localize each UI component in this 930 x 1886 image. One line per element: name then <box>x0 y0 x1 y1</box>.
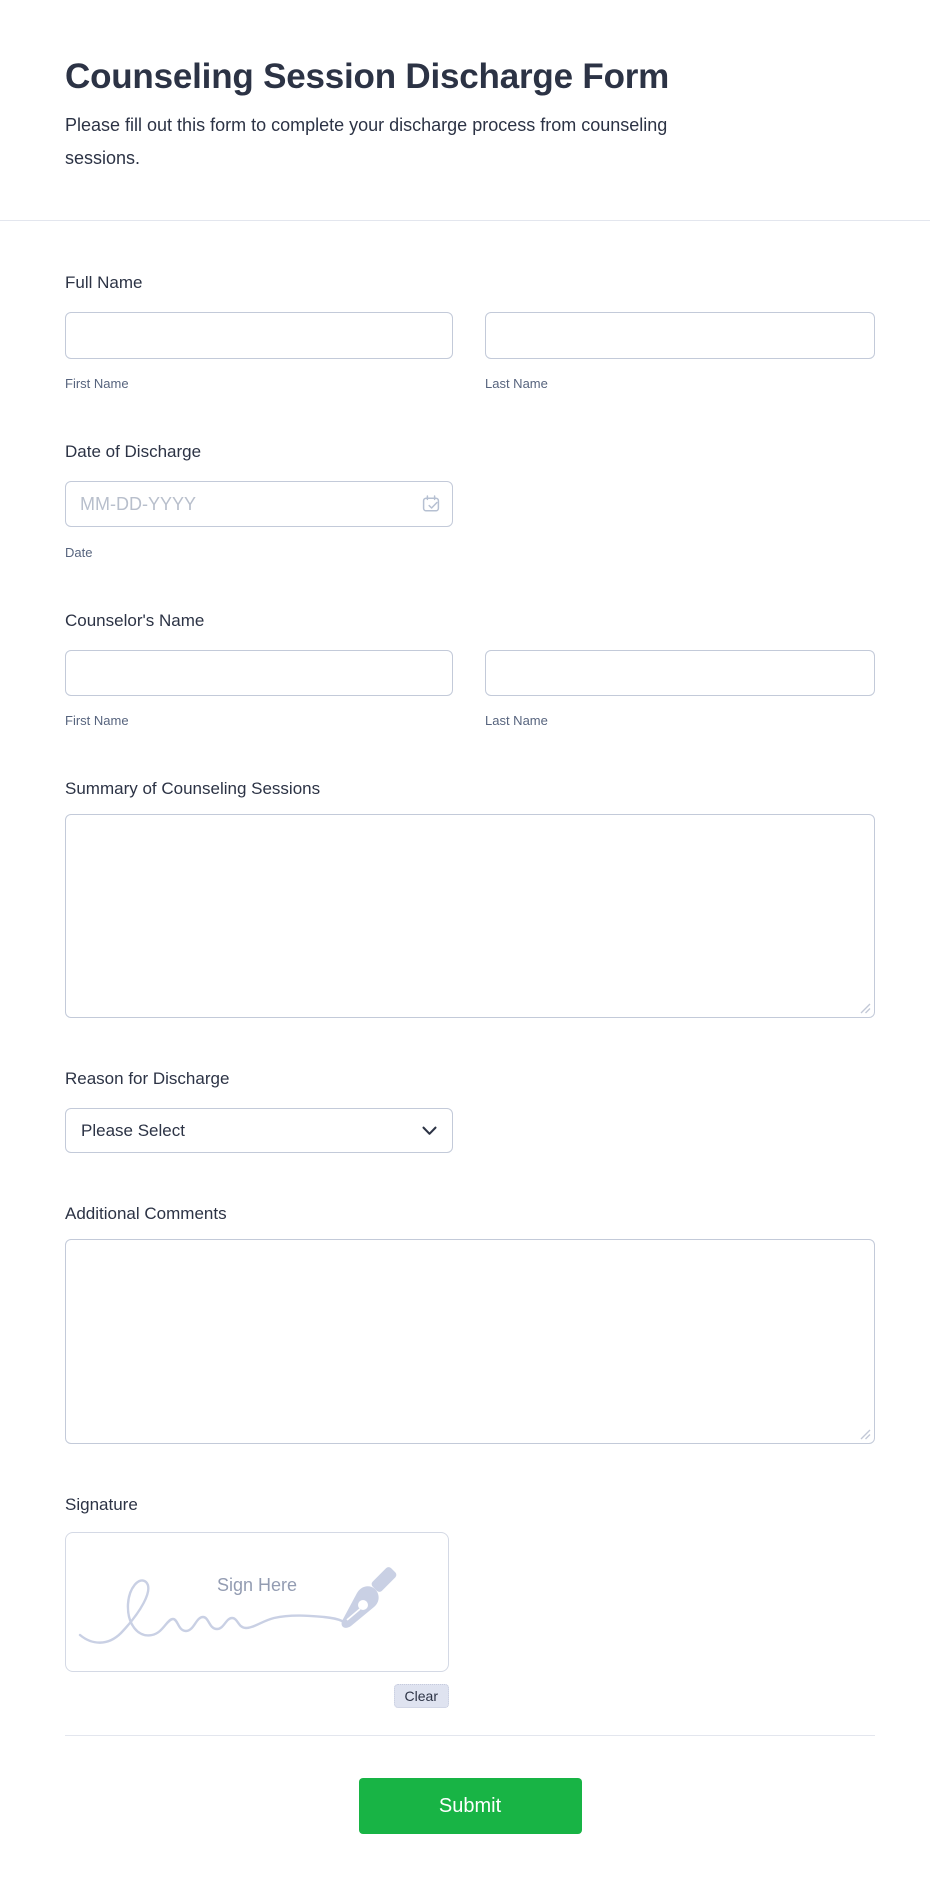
form-body <box>0 273 930 1886</box>
full-name-label: Full Name <box>65 273 143 292</box>
counselor-name-label: Counselor's Name <box>65 611 205 630</box>
form-header <box>0 0 930 221</box>
full-name-first-column <box>65 312 453 391</box>
counselor-name-columns <box>65 650 875 728</box>
field-counselor-name <box>65 611 875 728</box>
summary-label: Summary of Counseling Sessions <box>65 779 321 798</box>
reason-label: Reason for Discharge <box>65 1069 230 1088</box>
chevron-down-icon <box>422 1126 437 1136</box>
sign-here-hint: Sign Here <box>216 1575 298 1595</box>
signature-squiggle-and-pen-icon <box>66 1533 449 1672</box>
counselor-first-column <box>65 650 453 728</box>
full-name-last-column <box>485 312 875 391</box>
summary-textarea[interactable] <box>65 814 875 1018</box>
signature-clear-row <box>65 1684 449 1708</box>
full-name-first-input[interactable] <box>65 312 453 359</box>
full-name-columns <box>65 312 875 391</box>
field-summary <box>65 779 875 1018</box>
signature-label: Signature <box>65 1495 138 1514</box>
counselor-first-sublabel: First Name <box>65 713 129 728</box>
signature-pad[interactable] <box>65 1532 449 1672</box>
submit-button[interactable]: Submit <box>359 1778 582 1834</box>
calendar-icon[interactable] <box>422 495 440 513</box>
counselor-last-column <box>485 650 875 728</box>
counselor-last-sublabel: Last Name <box>485 713 548 728</box>
full-name-last-input[interactable] <box>485 312 875 359</box>
date-input[interactable] <box>65 481 453 527</box>
additional-comments-label: Additional Comments <box>65 1204 227 1223</box>
date-of-discharge-label: Date of Discharge <box>65 442 202 461</box>
reason-select[interactable] <box>65 1108 453 1153</box>
summary-textarea-wrap <box>65 814 875 1018</box>
field-reason <box>65 1069 875 1153</box>
field-additional-comments <box>65 1204 875 1444</box>
form-subtitle: Please fill out this form to complete your discharge process from counseling sessions. <box>65 115 668 168</box>
comments-textarea[interactable] <box>65 1239 875 1444</box>
field-date-of-discharge <box>65 442 875 560</box>
field-full-name <box>65 273 875 391</box>
signature-clear-button[interactable]: Clear <box>394 1684 449 1708</box>
reason-selected-value: Please Select <box>81 1120 185 1140</box>
full-name-last-sublabel: Last Name <box>485 376 548 391</box>
submit-row <box>65 1736 875 1886</box>
field-signature <box>65 1495 875 1708</box>
date-input-wrap <box>65 481 453 527</box>
full-name-first-sublabel: First Name <box>65 376 129 391</box>
page-title: Counseling Session Discharge Form <box>65 57 670 96</box>
date-sublabel: Date <box>65 545 93 560</box>
counselor-first-input[interactable] <box>65 650 453 696</box>
comments-textarea-wrap <box>65 1239 875 1444</box>
counselor-last-input[interactable] <box>485 650 875 696</box>
